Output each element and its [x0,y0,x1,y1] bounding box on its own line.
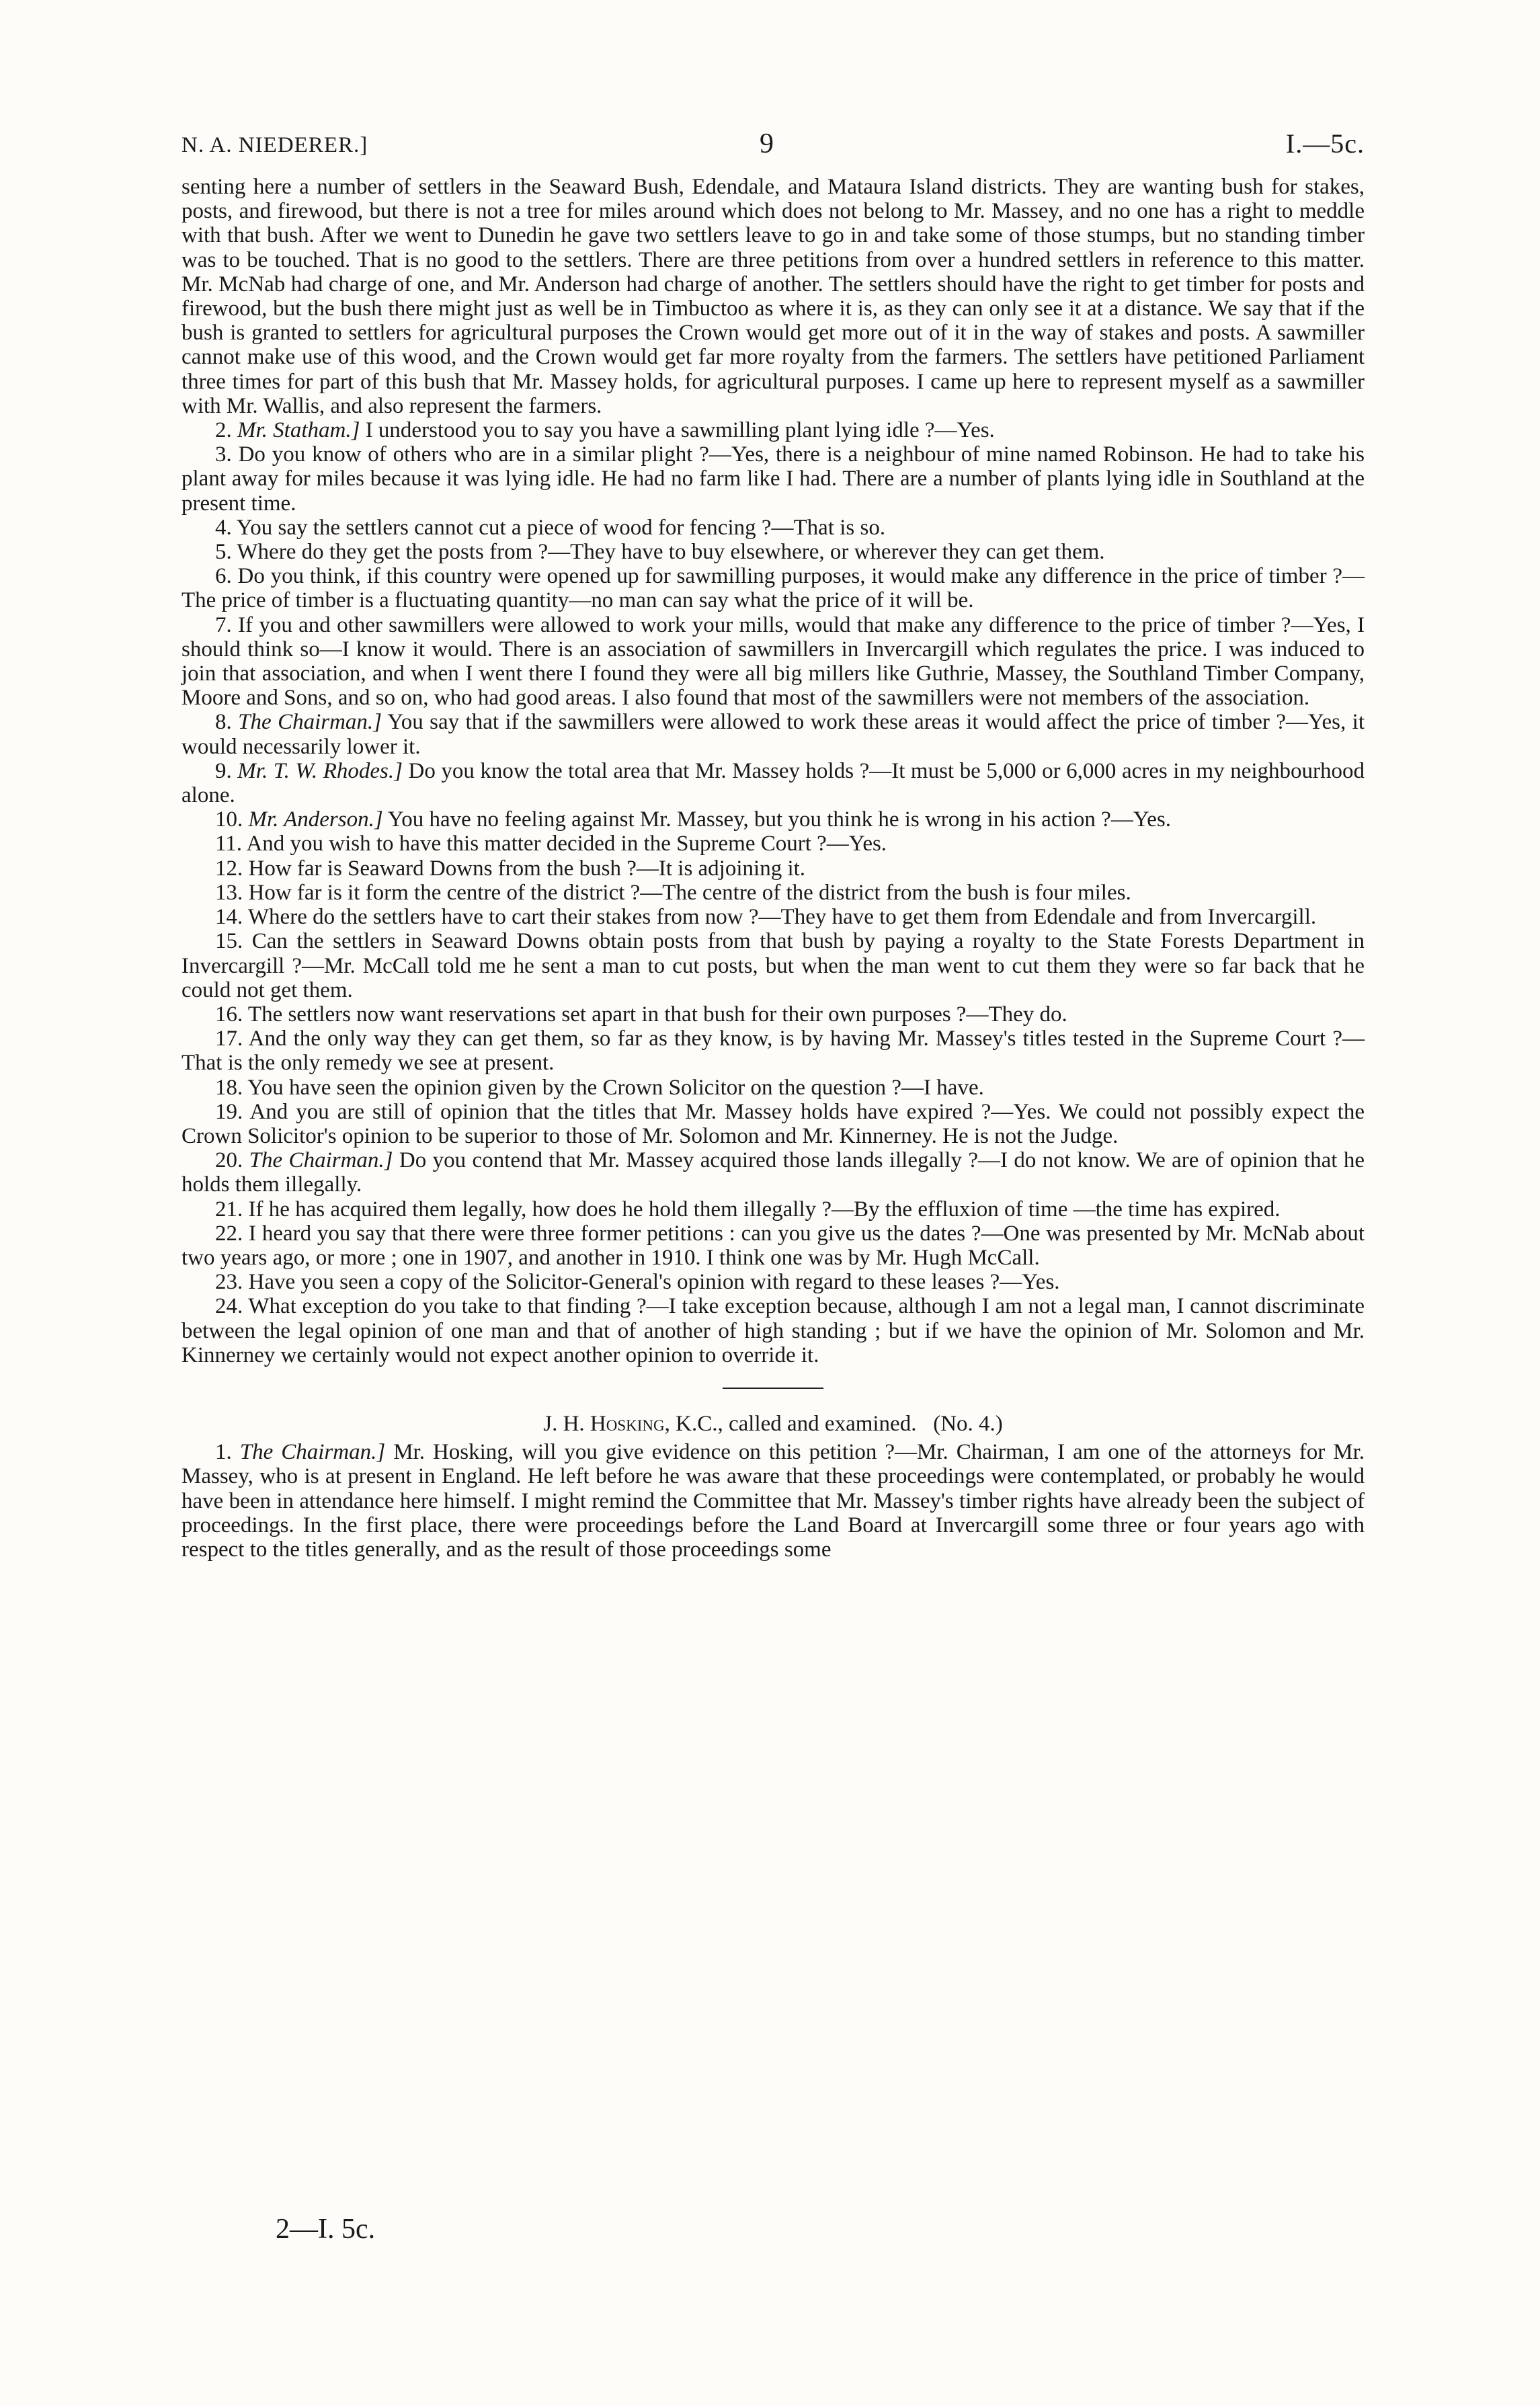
section-heading [181,1412,1365,1436]
question-10 [181,807,1365,832]
question-8 [181,710,1365,758]
question-text: I heard you say that there were three former petitions : can you give us the dates ?—One was presented by Mr. McNab about two years ago, or more ; one in 1907, and another in 1910. I think one was by Mr. Hugh McCall. [181,1221,1365,1270]
question-text: Do you contend that Mr. Massey acquired those lands illegally ?—I do not know. We are of opinion that he holds them illegally. [181,1148,1365,1197]
question-15 [181,929,1365,1002]
question-number: 12. [215,856,243,881]
question-number: 11. [215,832,243,856]
speaker: Mr. Anderson.] [248,807,383,832]
question-17 [181,1027,1365,1075]
question-number: 20. [215,1148,243,1173]
question-number: 9. [215,758,232,783]
testimony-body [181,175,1365,1562]
question-number: 23. [215,1270,243,1295]
document-reference: I.—5c. [1285,128,1365,159]
question-text: Where do the settlers have to cart their stakes from now ?—They have to get them from Edendale and from Invercargill. [247,905,1317,930]
question-number: 8. [215,710,232,735]
question-text: Have you seen a copy of the Solicitor-General's opinion with regard to these leases ?—Yes. [248,1270,1060,1295]
question-text: Do you know of others who are in a similar plight ?—Yes, there is a neighbour of mine named Robinson. He had to take his plant away for miles because it was lying idle. He had no farm like I had. There are a number of plants lying idle in Southland at the present time. [181,442,1365,516]
question-5 [181,540,1365,564]
question-number: 2. [215,418,232,443]
document-page [181,128,1365,1562]
question-19 [181,1100,1365,1148]
speaker: Mr. T. W. Rhodes.] [237,758,403,783]
question-text: How far is it form the centre of the district ?—The centre of the district from the bush is four miles. [248,880,1131,905]
paragraph-text: senting here a number of settlers in the Seaward Bush, Edendale, and Mataura Island districts. They are wanting bush for stakes, posts, and firewood, but there is not a tree for miles around which does not belong to Mr. Massey, and no one has a right to meddle with that bush. After we went to Dunedin he gave two settlers leave to go in and take some of those stumps, but no standing timber was to be touched. That is no good to the settlers. There are three petitions from over a hundred settlers in reference to this matter. Mr. McNab had charge of one, and Mr. Anderson had charge of another. The settlers should have the right to get timber for posts and firewood, but the bush there might just as well be in Timbuctoo as where it is, as they can only see it at a distance. We say that if the bush is granted to settlers for agricultural purposes the Crown would get more out of it in the way of stakes and posts. A sawmiller cannot make use of this wood, and the Crown would get far more royalty from the farmers. The settlers have petitioned Parliament three times for part of this bush that Mr. Massey holds, for agricultural purposes. I came up here to represent myself as a sawmiller with Mr. Wallis, and also represent the farmers. [181,175,1365,418]
question-11 [181,832,1365,856]
question-number: 4. [215,515,232,540]
question-text: You say the settlers cannot cut a piece of wood for fencing ?—That is so. [236,515,886,540]
page-header [181,128,1365,175]
question-4 [181,516,1365,540]
question-number: 5. [215,540,232,565]
witness-surname: Hosking [590,1411,665,1436]
question-12 [181,856,1365,881]
question-number: 18. [215,1075,243,1100]
question-number: 16. [215,1002,243,1027]
question-number: 13. [215,880,243,905]
question-20 [181,1148,1365,1197]
question-number: 6. [215,564,232,589]
question-6 [181,564,1365,612]
question-text: Can the settlers in Seaward Downs obtain posts from that bush by paying a royalty to the State Forests Department in Invercargill ?—Mr. McCall told me he sent a man to cut posts, but when the man went to cut them they were so far back that he could not get them. [181,929,1365,1002]
question-text: And you wish to have this matter decided in the Supreme Court ?—Yes. [246,832,887,856]
question-text: And the only way they can get them, so far as they know, is by having Mr. Massey's titles tested in the Supreme Court ?—That is the only remedy we see at present. [181,1027,1365,1076]
question-7 [181,613,1365,711]
question-number: 7. [215,612,232,637]
question-text: How far is Seaward Downs from the bush ?—It is adjoining it. [248,856,806,881]
question-number: 15. [215,929,243,954]
question-13 [181,881,1365,905]
section-question-1 [181,1440,1365,1562]
question-text: You have seen the opinion given by the Crown Solicitor on the question ?—I have. [247,1075,984,1100]
speaker: The Chairman.] [239,1440,386,1465]
question-number: 24. [215,1294,243,1319]
witness-number: (No. 4.) [933,1411,1003,1436]
page-footer-signature: 2—I. 5c. [276,2214,376,2245]
paragraph-0 [181,175,1365,418]
speaker: The Chairman.] [238,710,382,735]
question-text: The settlers now want reservations set apart in that bush for their own purposes ?—They do. [247,1002,1067,1027]
question-3 [181,442,1365,516]
question-number: 22. [215,1221,243,1246]
question-text: And you are still of opinion that the titles that Mr. Massey holds have expired ?—Yes. We could not possibly expect the Crown Solicitor's opinion to be superior to those of Mr. Solomon and Mr. Kinnerney. He is not the Judge. [181,1099,1365,1148]
witness-initials: J. H. [543,1411,585,1436]
question-number: 1. [215,1440,232,1465]
question-number: 21. [215,1197,243,1221]
question-text: Mr. Hosking, will you give evidence on this petition ?—Mr. Chairman, I am one of the attorneys for Mr. Massey, who is at present in England. He left before he was aware that these proceedings were contemplated, or probably he would have been in attendance here himself. I might remind the Committee that Mr. Massey's timber rights have already been the subject of proceedings. In the first place, there were proceedings before the Land Board at Invercargill some three or four years ago with respect to the titles generally, and as the result of those proceedings some [181,1440,1365,1562]
question-text: You say that if the sawmillers were allowed to work these areas it would affect the price of timber ?—Yes, it would necessarily lower it. [181,710,1365,759]
speaker: The Chairman.] [249,1148,393,1173]
question-text: You have no feeling against Mr. Massey, but you think he is wrong in his action ?—Yes. [387,807,1172,832]
question-number: 14. [215,905,243,930]
question-text: What exception do you take to that finding ?—I take exception because, although I am not a legal man, I cannot discriminate between the legal opinion of one man and that of another of high standing ; but if we have the opinion of Mr. Solomon and Mr. Kinnerney we certainly would not expect another opinion to override it. [181,1294,1365,1367]
question-24 [181,1294,1365,1367]
question-text: If you and other sawmillers were allowed to work your mills, would that make any difference to the price of timber ?—Yes, I should think so—I know it would. There is an association of sawmillers in Invercargill which regulates the price. I was induced to join that association, and when I went there I found they were all big millers like Guthrie, Massey, the Southland Timber Company, Moore and Sons, and so on, who had good areas. I also found that most of the sawmillers were not members of the association. [181,612,1365,711]
question-2 [181,418,1365,442]
question-number: 10. [215,807,243,832]
question-18 [181,1076,1365,1100]
question-number: 19. [215,1099,243,1124]
question-number: 3. [215,442,232,467]
question-9 [181,759,1365,807]
question-text: Where do they get the posts from ?—They have to buy elsewhere, or wherever they can get them. [237,540,1105,565]
section-divider [723,1388,823,1389]
question-text: Do you think, if this country were opened up for sawmilling purposes, it would make any difference in the price of timber ?—The price of timber is a fluctuating quantity—no man can say what the price of it will be. [181,564,1365,613]
question-21 [181,1197,1365,1221]
question-22 [181,1221,1365,1270]
question-14 [181,905,1365,929]
speaker: Mr. Statham.] [237,418,360,443]
question-text: If he has acquired them legally, how does he hold them illegally ?—By the effluxion of time —the time has expired. [248,1197,1281,1221]
page-number: 9 [760,128,774,159]
question-number: 17. [215,1027,243,1051]
question-text: I understood you to say you have a sawmilling plant lying idle ?—Yes. [365,418,995,443]
question-16 [181,1002,1365,1027]
witness-description: , K.C., called and examined. [664,1411,917,1436]
question-text: Do you know the total area that Mr. Massey holds ?—It must be 5,000 or 6,000 acres in my neighbourhood alone. [181,758,1365,808]
header-witness-name: N. A. NIEDERER.] [181,133,368,157]
question-23 [181,1270,1365,1294]
